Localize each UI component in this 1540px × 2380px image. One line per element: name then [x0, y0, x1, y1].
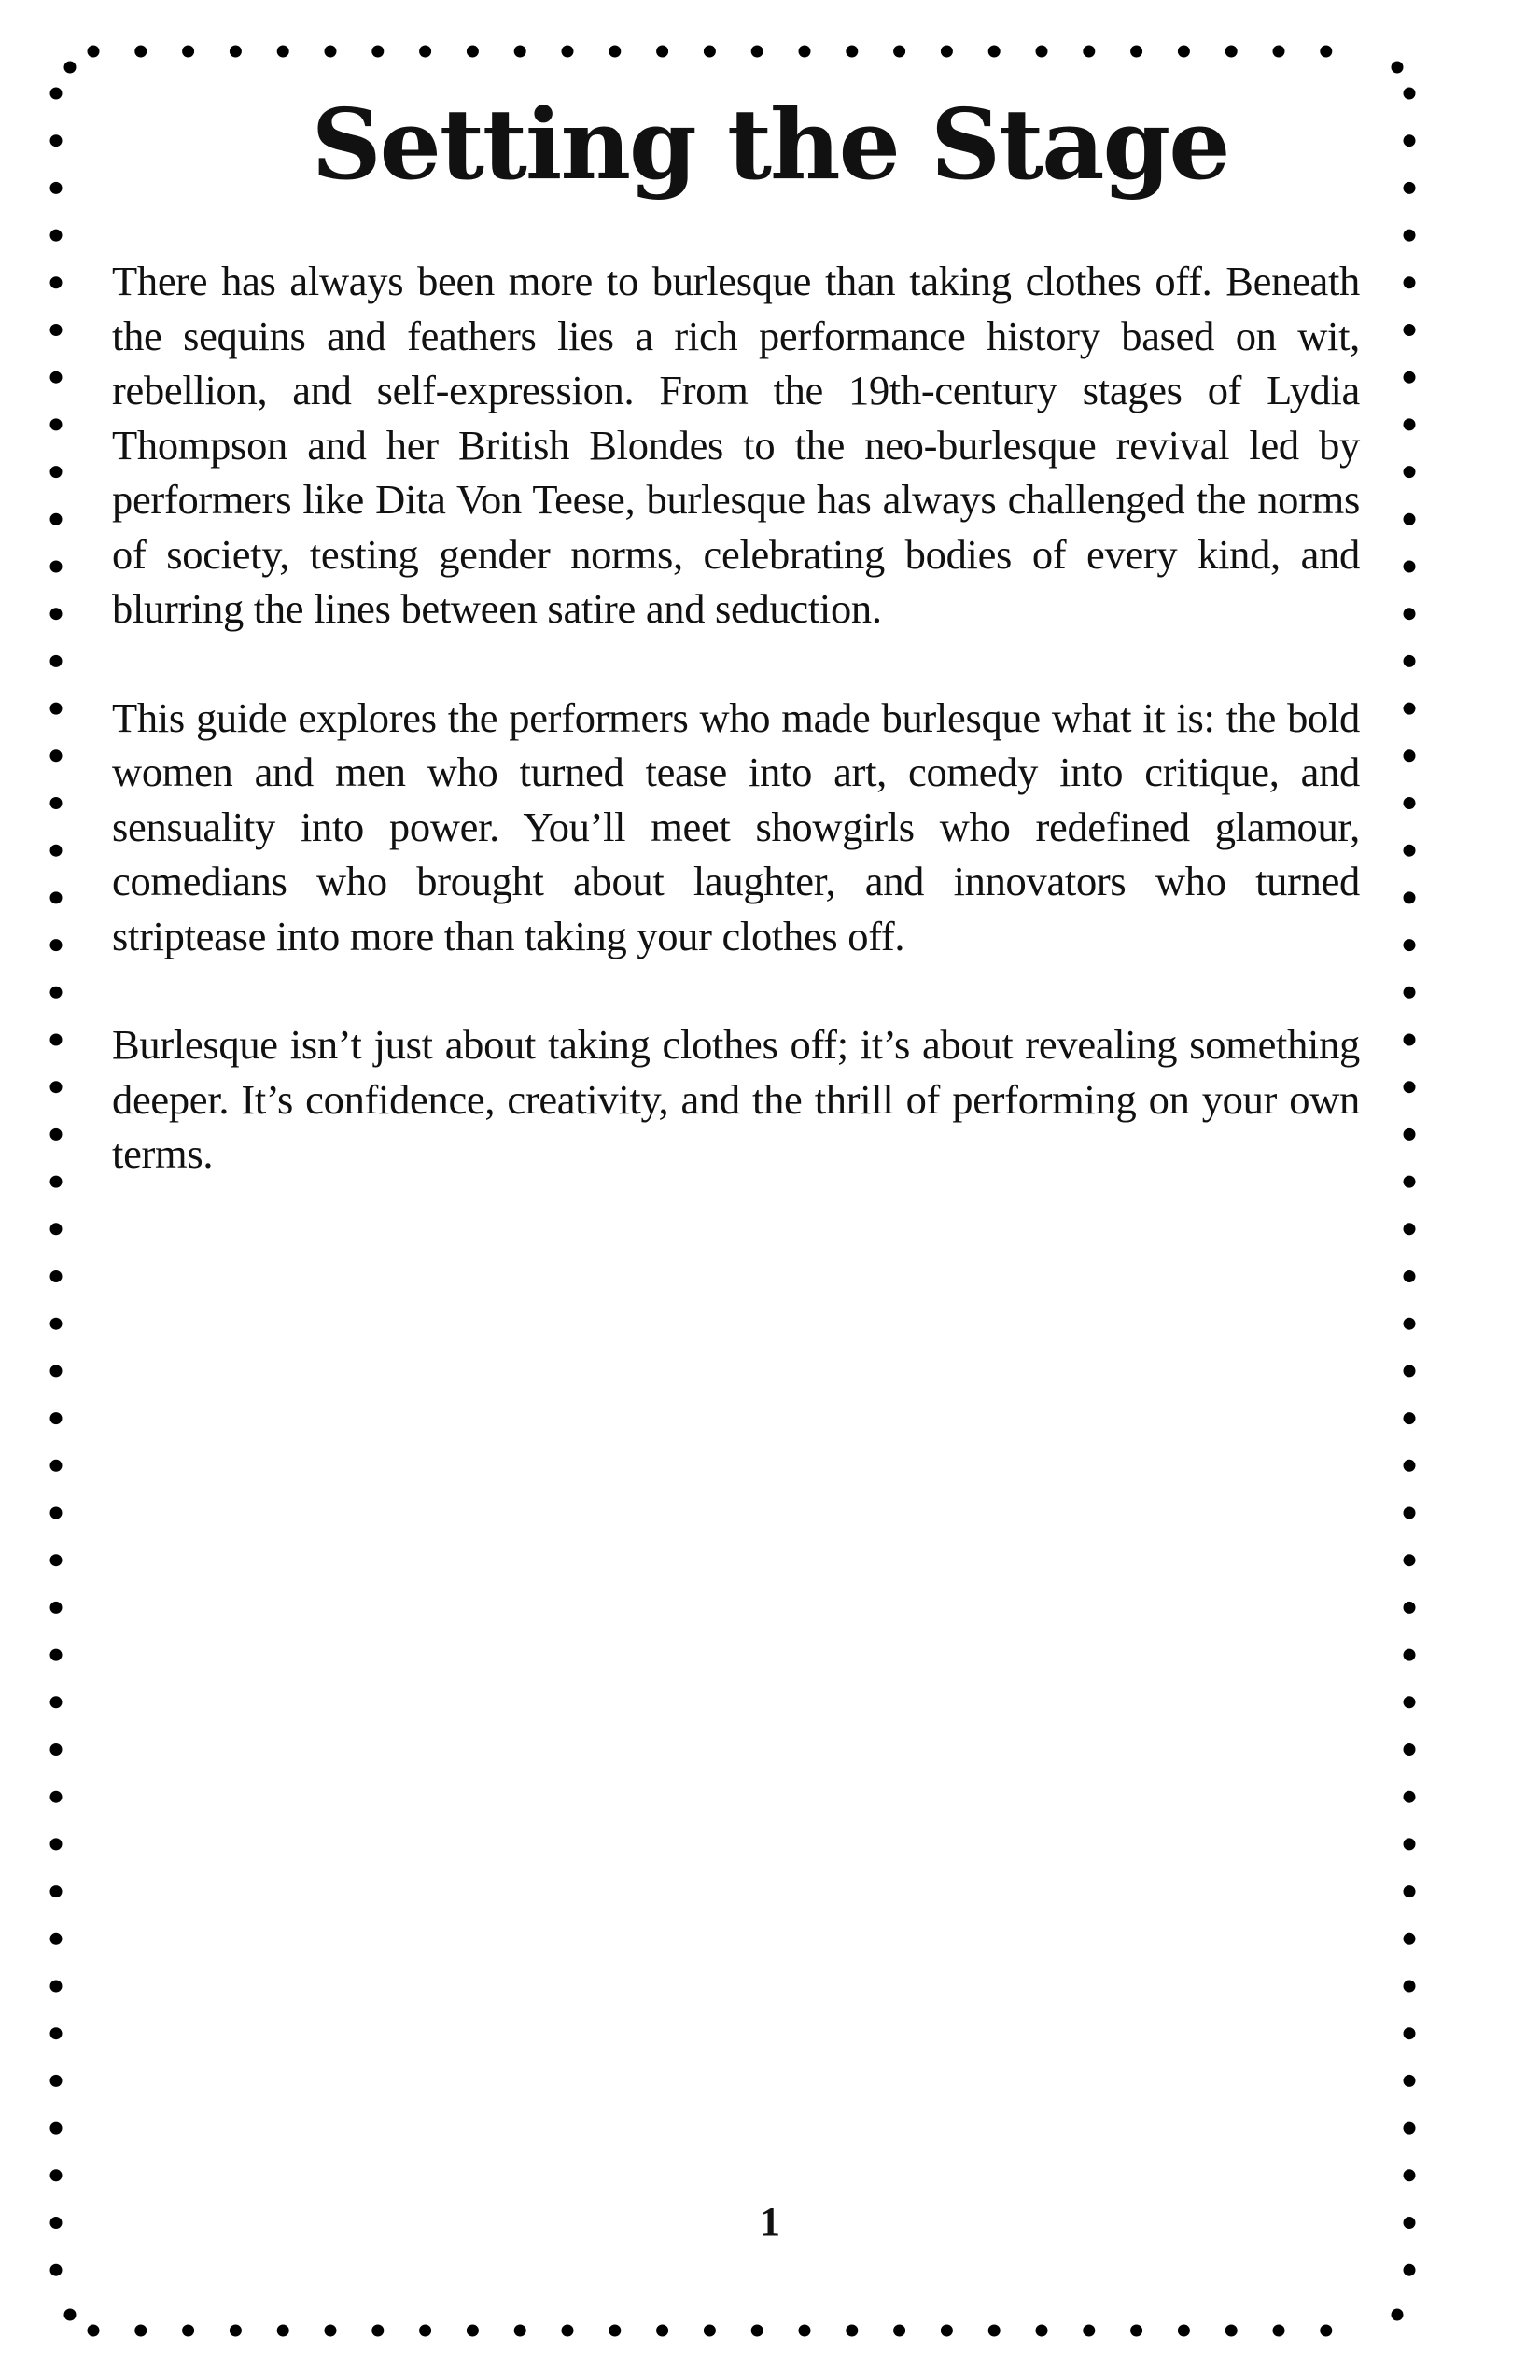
- border-dot: [1404, 276, 1416, 288]
- border-dot: [50, 845, 63, 857]
- border-dot: [134, 2325, 147, 2337]
- border-dot: [277, 2325, 289, 2337]
- border-dot: [1320, 2325, 1332, 2337]
- border-dot: [467, 46, 479, 58]
- page-number: 1: [760, 2199, 780, 2245]
- border-dot: [893, 46, 905, 58]
- border-dot: [50, 371, 63, 384]
- border-dot: [1404, 1885, 1416, 1897]
- border-dot: [1404, 1081, 1416, 1093]
- border-dot: [50, 418, 63, 430]
- border-dot: [50, 2169, 63, 2181]
- border-dot: [1178, 46, 1190, 58]
- border-dot: [230, 46, 242, 58]
- border-dot: [1404, 797, 1416, 809]
- border-dot: [1404, 845, 1416, 857]
- border-dot: [419, 2325, 431, 2337]
- border-dot: [846, 2325, 858, 2337]
- border-dot: [50, 276, 63, 288]
- border-dot: [50, 1412, 63, 1424]
- border-dot: [50, 1838, 63, 1850]
- border-dot: [1404, 1791, 1416, 1803]
- border-dot: [50, 1696, 63, 1708]
- border-dot: [1392, 2309, 1404, 2321]
- border-dot: [562, 46, 574, 58]
- border-dot: [325, 2325, 337, 2337]
- border-dot: [1404, 1176, 1416, 1188]
- border-dot: [1404, 1034, 1416, 1046]
- border-dot: [988, 2325, 1001, 2337]
- border-dot: [1225, 2325, 1238, 2337]
- border-dot: [799, 2325, 811, 2337]
- border-dot: [1404, 1365, 1416, 1377]
- border-dot: [1404, 2264, 1416, 2276]
- border-dot: [50, 608, 63, 620]
- border-dot: [50, 939, 63, 951]
- border-dot: [50, 1365, 63, 1377]
- border-dot: [1130, 2325, 1142, 2337]
- border-dot: [751, 2325, 763, 2337]
- border-dot: [562, 2325, 574, 2337]
- border-dot: [656, 46, 668, 58]
- border-dot: [277, 46, 289, 58]
- border-dot: [1404, 324, 1416, 336]
- border-dot: [1392, 62, 1404, 74]
- border-dot: [371, 2325, 384, 2337]
- page-title: Setting the Stage: [311, 87, 1229, 202]
- border-dot: [50, 1649, 63, 1661]
- border-dot: [50, 2122, 63, 2135]
- border-dot: [1404, 2169, 1416, 2181]
- border-dot: [64, 62, 77, 74]
- border-dot: [1404, 2075, 1416, 2087]
- border-dot: [50, 2264, 63, 2276]
- border-dot: [1404, 891, 1416, 903]
- border-dot: [50, 1081, 63, 1093]
- border-dot: [50, 987, 63, 999]
- paragraph-closing: Burlesque isn’t just about taking clothes off; it’s about revealing something deeper. It’s confidence, creativity, and the thrill of performing on your own terms.: [112, 1021, 1360, 1177]
- border-dot: [50, 1460, 63, 1472]
- border-dot: [609, 46, 621, 58]
- border-dot: [50, 1034, 63, 1046]
- border-dot: [50, 1791, 63, 1803]
- border-dot: [134, 46, 147, 58]
- border-dot: [50, 1270, 63, 1282]
- border-dot: [941, 46, 953, 58]
- border-dot: [50, 797, 63, 809]
- border-dot: [467, 2325, 479, 2337]
- border-dot: [50, 513, 63, 525]
- border-dot: [50, 749, 63, 762]
- border-dot: [50, 1223, 63, 1235]
- border-dot: [1404, 1602, 1416, 1614]
- border-dot: [1404, 1696, 1416, 1708]
- border-dot: [1404, 2122, 1416, 2135]
- border-dot: [656, 2325, 668, 2337]
- body-text: [112, 254, 1360, 1236]
- border-dot: [988, 46, 1001, 58]
- border-dot: [50, 466, 63, 478]
- border-dot: [50, 1554, 63, 1566]
- border-dot: [50, 655, 63, 667]
- border-dot: [1404, 1318, 1416, 1330]
- border-dot: [50, 2075, 63, 2087]
- border-dot: [1273, 46, 1285, 58]
- border-dot: [1273, 2325, 1285, 2337]
- border-dot: [1404, 1507, 1416, 1519]
- border-dot: [1404, 1460, 1416, 1472]
- border-dot: [1404, 655, 1416, 667]
- border-dot: [88, 2325, 100, 2337]
- border-dot: [1404, 1743, 1416, 1756]
- border-dot: [1404, 749, 1416, 762]
- border-dot: [371, 46, 384, 58]
- border-dot: [609, 2325, 621, 2337]
- border-dot: [799, 46, 811, 58]
- border-dot: [1225, 46, 1238, 58]
- border-dot: [50, 1885, 63, 1897]
- border-dot: [182, 2325, 194, 2337]
- border-dot: [514, 46, 526, 58]
- border-dot: [514, 2325, 526, 2337]
- border-dot: [1130, 46, 1142, 58]
- border-dot: [1404, 230, 1416, 242]
- border-dot: [50, 324, 63, 336]
- border-dot: [50, 1743, 63, 1756]
- border-dot: [1404, 561, 1416, 573]
- border-dot: [50, 1128, 63, 1141]
- border-dot: [325, 46, 337, 58]
- border-dot: [1036, 46, 1048, 58]
- border-dot: [704, 2325, 716, 2337]
- border-dot: [1404, 1838, 1416, 1850]
- border-dot: [1404, 1933, 1416, 1945]
- border-dot: [1404, 1554, 1416, 1566]
- border-dot: [50, 891, 63, 903]
- border-dot: [1404, 2027, 1416, 2039]
- border-dot: [1404, 1649, 1416, 1661]
- border-dot: [1404, 1128, 1416, 1141]
- border-dot: [751, 46, 763, 58]
- border-dot: [1178, 2325, 1190, 2337]
- border-dot: [941, 2325, 953, 2337]
- border-dot: [1404, 939, 1416, 951]
- border-dot: [50, 703, 63, 715]
- border-dot: [704, 46, 716, 58]
- border-dot: [88, 46, 100, 58]
- border-dot: [1404, 987, 1416, 999]
- border-dot: [230, 2325, 242, 2337]
- border-dot: [1036, 2325, 1048, 2337]
- border-dot: [846, 46, 858, 58]
- border-dot: [1404, 466, 1416, 478]
- paragraph-intro: There has always been more to burlesque than taking clothes off. Beneath the sequins and feathers lies a rich performance history based on wit, rebellion, and self-expression. From the 19th-century stages of Lydia Thompson and her British Blondes to the neo-burlesque revival led by performers like Dita Von Teese, burlesque has always challenged the norms of society, testing gender norms, celebrating bodies of every kind, and blurring the lines between satire and seduction.: [112, 258, 1360, 632]
- border-dot: [50, 1176, 63, 1188]
- border-dot: [1404, 418, 1416, 430]
- border-dot: [50, 1318, 63, 1330]
- border-dot: [1404, 371, 1416, 384]
- border-dot: [182, 46, 194, 58]
- paragraph-guide: This guide explores the performers who made burlesque what it is: the bold women and men who turned tease into art, comedy into critique, and sensuality into power. You’ll meet showgirls who redefined glamour, comedians who brought about laughter, and innovators who turned striptease into more than taking your clothes off.: [112, 693, 1360, 959]
- border-dot: [1083, 46, 1095, 58]
- border-dot: [1404, 1981, 1416, 1993]
- border-dot: [1083, 2325, 1095, 2337]
- border-dot: [50, 230, 63, 242]
- border-dot: [419, 46, 431, 58]
- border-dot: [50, 1602, 63, 1614]
- border-dot: [64, 2309, 77, 2321]
- border-dot: [1404, 608, 1416, 620]
- border-dot: [1404, 703, 1416, 715]
- border-dot: [50, 561, 63, 573]
- border-dot: [893, 2325, 905, 2337]
- border-dot: [50, 1981, 63, 1993]
- border-dot: [1404, 513, 1416, 525]
- border-dot: [1404, 1270, 1416, 1282]
- border-dot: [1320, 46, 1332, 58]
- border-dot: [50, 2027, 63, 2039]
- border-dot: [1404, 1412, 1416, 1424]
- border-dot: [1404, 1223, 1416, 1235]
- border-dot: [50, 1933, 63, 1945]
- border-dot: [50, 1507, 63, 1519]
